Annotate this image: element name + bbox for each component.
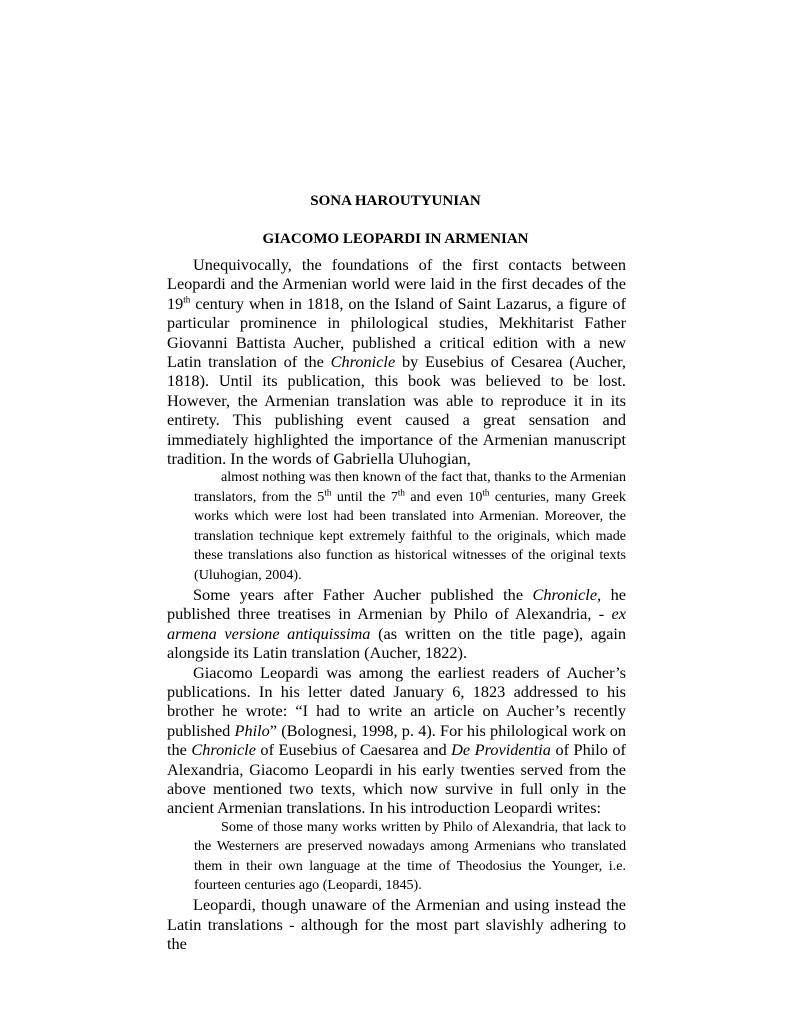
paragraph-1: Unequivocally, the foundations of the first contacts between Leopardi and the Armenian world were laid in the first decades of the 19th century when in 1818, on the Island of Saint Lazarus, a figure of particular prominence in philological studies, Mekhitarist Father Giovanni Battista Aucher, published a critical edition with a new Latin translation of the Chronicle by Eusebius of Cesarea (Aucher, 1818). Until its publication, this book was believed to be lost. However, the Armenian translation was able to reproduce it in its entirety. This publishing event caused a great sensation and immediately highlighted the importance of the Armenian manuscript tradition. In the words of Gabriella Uluhogian, [167,255,626,469]
paragraph-2: Some years after Father Aucher published the Chronicle, he published three treatises in Armenian by Philo of Alexandria, - ex armena versione antiquissima (as written on the title page), again alongside its Latin translation (Aucher, 1822). [167,584,627,663]
paragraph-4: Leopardi, though unaware of the Armenian and using instead the Latin translations - although for the most part slavishly adhering to the [167,895,626,954]
block-quote-1: almost nothing was then known of the fact that, thanks to the Armenian translators, from the 5th until the 7th and even 10th centuries, many Greek works which were lost had been translated into Armenian. Moreover, the translation technique kept extremely faithful to the originals, which made these translations also function as historical witnesses of the original texts (Uluhogian, 2004). [194,469,626,583]
article-body [167,255,626,954]
author-name: SONA HAROUTYUNIAN [310,193,481,209]
article-title: GIACOMO LEOPARDI IN ARMENIAN [262,231,529,247]
paragraph-3: Giacomo Leopardi was among the earliest readers of Aucher’s publications. In his letter dated January 6, 1823 addressed to his brother he wrote: “I had to write an article on Aucher’s recently published Philo” (Bolognesi, 1998, p. 4). For his philological work on the Chronicle of Eusebius of Caesarea and De Providentia of Philo of Alexandria, Giacomo Leopardi in his early twenties served from the above mentioned two texts, which now survive in full only in the ancient Armenian translations. In his introduction Leopardi writes: [167,662,626,818]
block-quote-2: Some of those many works written by Philo of Alexandria, that lack to the Westerners are preserved nowadays among Armenians who translated them in their own language at the time of Theodosius the Younger, i.e. fourteen centuries ago (Leopardi, 1845). [194,818,626,893]
